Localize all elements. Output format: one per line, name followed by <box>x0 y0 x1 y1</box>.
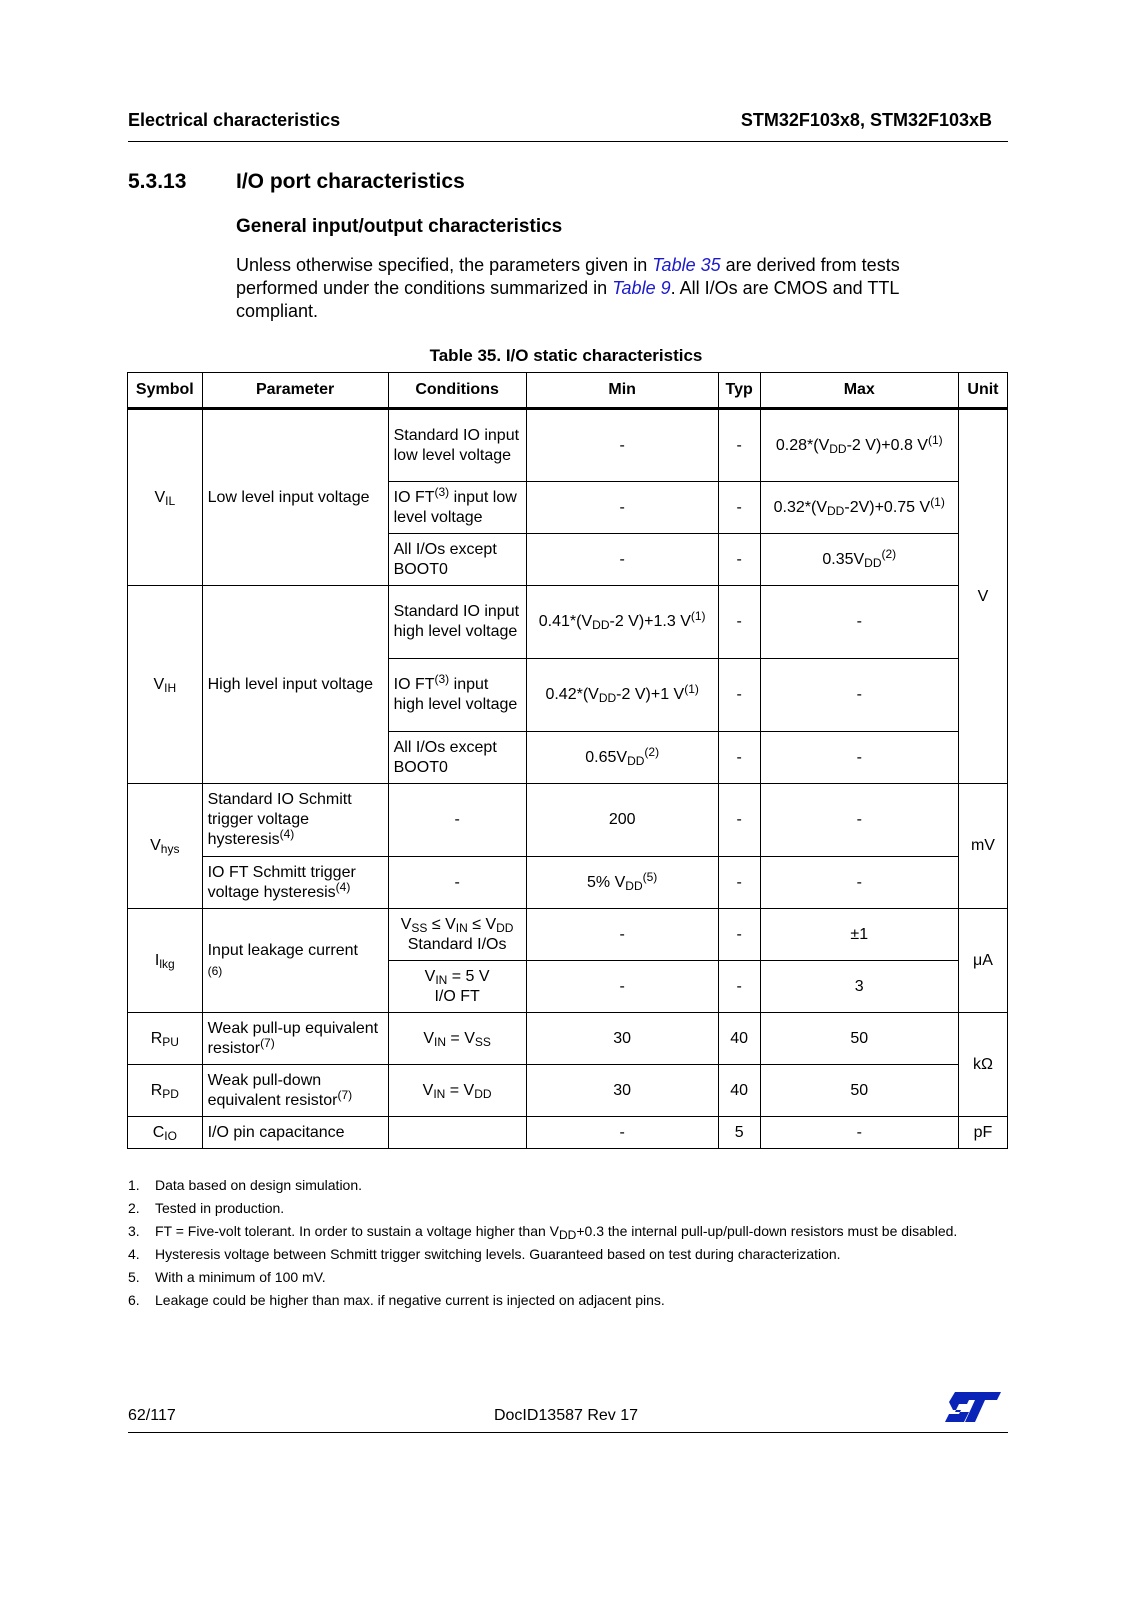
max-rpd: 50 <box>760 1065 958 1117</box>
param-vil: Low level input voltage <box>202 409 388 586</box>
footnote: 1. Data based on design simulation. <box>128 1177 363 1193</box>
subsection-title: General input/output characteristics <box>236 216 563 237</box>
max-vil-3: $0.35V_{DD}^{(2)}$ <box>760 534 958 586</box>
typ-cio: 5 <box>718 1117 760 1149</box>
io-static-characteristics-table <box>127 372 1008 1149</box>
header-right: STM32F103x8, STM32F103xB <box>740 110 992 130</box>
param-rpu: Weak pull-up equivalent resistor$^{(7)}$ <box>202 1013 388 1065</box>
symbol-rpd: $R_{PD}$ <box>128 1065 203 1117</box>
section-title: I/O port characteristics <box>236 170 465 193</box>
unit-ua: μA <box>958 909 1007 1013</box>
footnote: 2. Tested in production. <box>128 1200 285 1216</box>
min-rpu: 30 <box>526 1013 718 1065</box>
symbol-rpu: $R_{PU}$ <box>128 1013 203 1065</box>
table-row <box>128 784 1008 857</box>
table-header-row <box>128 373 1008 409</box>
typ-vih-3: - <box>718 732 760 784</box>
intro-text-1: Unless otherwise specified, the parameters given in <box>236 255 653 275</box>
min-cio: - <box>526 1117 718 1149</box>
cond-vih-2: IO FT$^{(3)}$ input high level voltage <box>388 659 526 732</box>
typ-vil-1: - <box>718 409 760 482</box>
param-rpd: Weak pull-down equivalent resistor$^{(7)}$ <box>202 1065 388 1117</box>
cond-vih-1: Standard IO input high level voltage <box>388 586 526 659</box>
max-ilkg-2: 3 <box>760 961 958 1013</box>
param-vih: High level input voltage <box>202 586 388 784</box>
col-header-unit: Unit <box>958 373 1007 409</box>
typ-vhys-1: - <box>718 784 760 857</box>
max-vhys-1: - <box>760 784 958 857</box>
cond-rpu: $V_{IN} = V_{SS}$ <box>388 1013 526 1065</box>
min-vhys-1: 200 <box>526 784 718 857</box>
cond-vhys-1: - <box>388 784 526 857</box>
min-vhys-2: 5% $V_{DD}^{(5)}$ <box>526 857 718 909</box>
table-9-link[interactable]: Table 9 <box>612 278 671 298</box>
col-header-min: Min <box>526 373 718 409</box>
cond-ilkg-2: $V_{IN} = 5$ V I/O FT <box>388 961 526 1013</box>
max-vih-3: - <box>760 732 958 784</box>
min-rpd: 30 <box>526 1065 718 1117</box>
min-vil-3: - <box>526 534 718 586</box>
symbol-vil: $V_{IL}$ <box>128 409 203 586</box>
cond-cio <box>388 1117 526 1149</box>
doc-id: DocID13587 Rev 17 <box>493 1407 639 1424</box>
unit-pf: pF <box>958 1117 1007 1149</box>
unit-mv: mV <box>958 784 1007 909</box>
intro-paragraph <box>236 254 956 323</box>
footnote: 6. Leakage could be higher than max. if negative current is injected on adjacent pins. <box>128 1292 665 1308</box>
typ-ilkg-1: - <box>718 909 760 961</box>
table-35-link[interactable]: Table 35 <box>652 255 721 275</box>
min-ilkg-1: - <box>526 909 718 961</box>
cond-ilkg-1: $V_{SS} \le V_{IN} \le V_{DD}$ Standard I/Os <box>388 909 526 961</box>
symbol-vih: $V_{IH}$ <box>128 586 203 784</box>
typ-rpu: 40 <box>718 1013 760 1065</box>
max-vhys-2: - <box>760 857 958 909</box>
typ-vil-2: - <box>718 482 760 534</box>
typ-vhys-2: - <box>718 857 760 909</box>
col-header-conditions: Conditions <box>388 373 526 409</box>
intro-text-2: are derived from tests performed under the conditions summarized in <box>236 255 900 298</box>
header-left: Electrical characteristics <box>128 110 341 130</box>
table-row <box>128 409 1008 482</box>
unit-v: V <box>958 409 1007 784</box>
unit-kohm: kΩ <box>958 1013 1007 1117</box>
typ-ilkg-2: - <box>718 961 760 1013</box>
cond-vhys-2: - <box>388 857 526 909</box>
param-cio: I/O pin capacitance <box>202 1117 388 1149</box>
min-vih-1: $0.41*(V_{DD}-2$ V)+1.3 $V^{(1)}$ <box>526 586 718 659</box>
max-vil-2: $0.32*(V_{DD}-2V)+0.75$ $V^{(1)}$ <box>760 482 958 534</box>
col-header-parameter: Parameter <box>202 373 388 409</box>
min-vih-3: $0.65V_{DD}^{(2)}$ <box>526 732 718 784</box>
max-vil-1: $0.28*(V_{DD}-2$ V)+0.8 $V^{(1)}$ <box>760 409 958 482</box>
max-rpu: 50 <box>760 1013 958 1065</box>
table-row <box>128 1065 1008 1117</box>
section-number: 5.3.13 <box>128 170 187 193</box>
min-vil-1: - <box>526 409 718 482</box>
table-row <box>128 909 1008 961</box>
footnote: 3. FT = Five-volt tolerant. In order to sustain a voltage higher than $V_{DD}+0.3$ the internal pull-up/pull-down resistors must be disabled. <box>128 1223 958 1242</box>
param-vhys-1: Standard IO Schmitt trigger voltage hysteresis$^{(4)}$ <box>202 784 388 857</box>
symbol-ilkg: $I_{lkg}$ <box>128 909 203 1013</box>
cond-vil-2: IO FT$^{(3)}$ input low level voltage <box>388 482 526 534</box>
table-footnotes <box>128 1178 1008 1316</box>
table-row <box>128 857 1008 909</box>
intro-text-3: . All I/Os are CMOS and TTL compliant. <box>236 278 899 321</box>
table-row <box>128 586 1008 659</box>
footer-rule <box>128 1432 1008 1433</box>
param-vhys-2: IO FT Schmitt trigger voltage hysteresis$^{(4)}$ <box>202 857 388 909</box>
col-header-typ: Typ <box>718 373 760 409</box>
typ-rpd: 40 <box>718 1065 760 1117</box>
footnote: 4. Hysteresis voltage between Schmitt trigger switching levels. Guaranteed based on test during characterization. <box>128 1246 841 1262</box>
cond-vih-3: All I/Os except BOOT0 <box>388 732 526 784</box>
table-row <box>128 1013 1008 1065</box>
typ-vih-1: - <box>718 586 760 659</box>
typ-vih-2: - <box>718 659 760 732</box>
max-cio: - <box>760 1117 958 1149</box>
table-row <box>128 1117 1008 1149</box>
footnote: 5. With a minimum of 100 mV. <box>128 1269 326 1285</box>
st-logo-icon <box>945 1390 1001 1424</box>
min-ilkg-2: - <box>526 961 718 1013</box>
symbol-cio: $C_{IO}$ <box>128 1117 203 1149</box>
col-header-symbol: Symbol <box>128 373 203 409</box>
max-vih-2: - <box>760 659 958 732</box>
col-header-max: Max <box>760 373 958 409</box>
min-vil-2: - <box>526 482 718 534</box>
header-rule <box>128 141 1008 142</box>
table-title: Table 35. I/O static characteristics <box>429 346 703 365</box>
param-ilkg: Input leakage current (6) <box>202 909 388 1013</box>
cond-vil-1: Standard IO input low level voltage <box>388 409 526 482</box>
max-ilkg-1: ±1 <box>760 909 958 961</box>
min-vih-2: $0.42*(V_{DD}-2$ V)+1 $V^{(1)}$ <box>526 659 718 732</box>
page-number: 62/117 <box>128 1407 176 1424</box>
cond-vil-3: All I/Os except BOOT0 <box>388 534 526 586</box>
typ-vil-3: - <box>718 534 760 586</box>
symbol-vhys: $V_{hys}$ <box>128 784 203 909</box>
cond-rpd: $V_{IN} = V_{DD}$ <box>388 1065 526 1117</box>
max-vih-1: - <box>760 586 958 659</box>
